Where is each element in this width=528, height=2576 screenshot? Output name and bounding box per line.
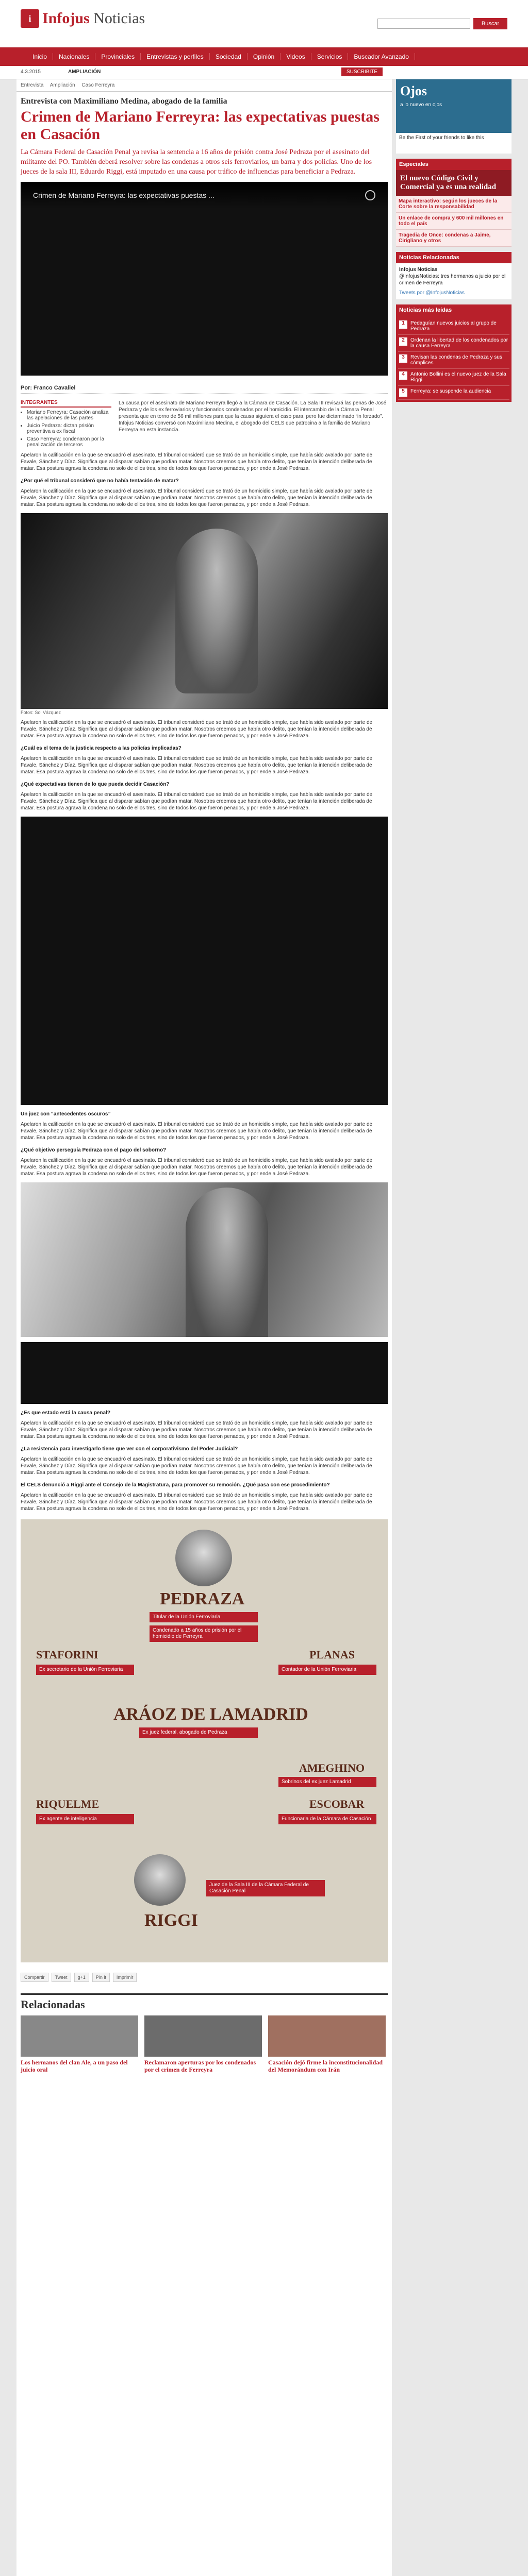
role-aroz: Ex juez federal, abogado de Pedraza xyxy=(139,1727,258,1738)
embedded-video-1[interactable] xyxy=(21,817,388,1105)
body-paragraph: Apelaron la calificación en la que se encuadró el asesinato. El tribunal consideró que se trató de un homicidio simple, que había sido avalado por parte de Favale, Sánchez y Díaz. Significa que al disparar sabían que podían matar. Nosotros creemos que había otro delito, que tenían la intención deliberada de matar. Esa postura agrava la condena no solo de ellos tres, sino de todos los que fueron penados, y por ende a José Pedraza. xyxy=(21,1493,373,1512)
name-riggi: RIGGI xyxy=(144,1911,198,1930)
most-read-item[interactable]: 3 Revisan las condenas de Pedraza y sus cómplices xyxy=(398,352,509,369)
related-box-title: INTEGRANTES xyxy=(21,400,111,408)
body-paragraph: Apelaron la calificación en la que se encuadró el asesinato. El tribunal consideró que se trató de un homicidio simple, que había sido avalado por parte de Favale, Sánchez y Díaz. Significa que al disparar sabían que podían matar. Nosotros creemos que había otro delito, que tenían la intención deliberada de matar. Esa postura agrava la condena no solo de ellos tres, sino de todos los que fueron penados, y por ende a José Pedraza. xyxy=(21,1456,373,1476)
nav-item-4[interactable]: Sociedad xyxy=(210,53,248,60)
body-paragraph: Apelaron la calificación en la que se encuadró el asesinato. El tribunal consideró que se trató de un homicidio simple, que había sido avalado por parte de Favale, Sánchez y Díaz. Significa que al disparar sabían que podían matar. Nosotros creemos que había otro delito, que tenían la intención deliberada de matar. Esa postura agrava la condena no solo de ellos tres, sino de todos los que fueron penados, y por ende a José Pedraza. xyxy=(21,756,373,775)
related-thumb[interactable] xyxy=(21,2015,138,2057)
related-item[interactable] xyxy=(144,2015,262,2073)
most-read-item[interactable]: 2 Ordenan la libertad de los condenados por la causa Ferreyra xyxy=(398,335,509,352)
twitter-account[interactable]: Infojus Noticias xyxy=(399,267,438,273)
crumb-1[interactable]: Ampliación xyxy=(50,82,75,88)
nav-item-8[interactable]: Buscador Avanzado xyxy=(348,53,415,60)
role-staforini: Ex secretario de la Unión Ferroviaria xyxy=(36,1665,134,1675)
sub-nav xyxy=(0,66,528,79)
role-riggi: Juez de la Sala III de la Cámara Federal de Casación Penal xyxy=(206,1880,325,1896)
logo-text: Infojus Noticias xyxy=(42,10,145,27)
nav-item-0[interactable]: Inicio xyxy=(27,53,53,60)
special-link[interactable]: Un enlace de compra y 600 mil millones en todo el país xyxy=(396,213,512,230)
role-riquelme: Ex agente de inteligencia xyxy=(36,1814,134,1824)
question: Un juez con “antecedentes oscuros” xyxy=(21,1111,111,1117)
related-item[interactable] xyxy=(21,2015,138,2073)
sidebar-ad[interactable] xyxy=(396,79,512,133)
role-planas: Contador de la Unión Ferroviaria xyxy=(278,1665,376,1675)
related-headline[interactable]: Reclamaron aperturas por los condenados por el crimen de Ferreyra xyxy=(144,2059,256,2073)
crumb-0[interactable]: Entrevista xyxy=(21,82,44,88)
body-paragraph: Apelaron la calificación en la que se encuadró el asesinato. El tribunal consideró que se trató de un homicidio simple, que había sido avalado por parte de Favale, Sánchez y Díaz. Significa que al disparar sabían que podían matar. Nosotros creemos que había otro delito, que tenían la intención deliberada de matar. Esa postura agrava la condena no solo de ellos tres, sino de todos los que fueron penados, y por ende a José Pedraza. xyxy=(21,720,373,739)
most-read-heading: Noticias más leídas xyxy=(396,304,512,316)
related-thumb[interactable] xyxy=(144,2015,262,2057)
name-planas: PLANAS xyxy=(309,1648,355,1661)
article-lead: La Cámara Federal de Casación Penal ya revisa la sentencia a 16 años de prisión contra José Pedraza por el asesinato del militante del PO. También deberá resolver sobre las condenas a otros seis ferroviarios, un barra y dos policías. Uno de los jueces de la sala III, Eduardo Riggi, está imputado en una causa por tráfico de influencias para beneficiar a Pedraza. xyxy=(21,148,372,176)
special-link[interactable]: Mapa interactivo: según los jueces de la Corte sobre la responsabilidad xyxy=(396,196,512,213)
question: ¿Cuál es el tema de la justicia respecto a las policías implicadas? xyxy=(21,745,182,751)
intro-text: La causa por el asesinato de Mariano Ferreyra llegó a la Cámara de Casación. La Sala III revisará las penas de José Pedraza y de los ex ferroviarios y funcionarios condenados por el homicidio. El intercambio de la Cámara Penal presenta que en torno de 56 mil millones para que la causa siguiera el caso para, pero fue dictaminado “in forzado”. Infojus Noticias conversó con Maximiliano Medina, el abogado del CELS que patrocina a la familia de Mariano Ferreyra en esta instancia. xyxy=(119,400,387,433)
face-pedraza xyxy=(175,1530,232,1586)
share-pinterest-button[interactable]: Pin it xyxy=(92,1973,110,1982)
article xyxy=(16,92,392,2078)
search-button[interactable]: Buscar xyxy=(473,18,507,29)
search-input[interactable] xyxy=(377,19,470,29)
ad-title: Ojos xyxy=(400,83,427,98)
related-title: Relacionadas xyxy=(21,1998,85,2011)
twitter-widget xyxy=(396,263,512,299)
related-box xyxy=(21,400,111,448)
question: ¿Qué objetivo perseguía Pedraza con el pago del soborno? xyxy=(21,1147,167,1153)
related-headline[interactable]: Los hermanos del clan Ale, a un paso del juicio oral xyxy=(21,2059,128,2073)
photo-medina-2 xyxy=(21,1182,388,1337)
video-title[interactable]: Crimen de Mariano Ferreyra: las expectativas puestas ... xyxy=(33,191,214,199)
share-facebook-button[interactable]: Compartir xyxy=(21,1973,48,1982)
name-ameghino: AMEGHINO xyxy=(299,1761,365,1774)
article-kicker: Entrevista con Maximiliano Medina, abogado de la familia xyxy=(21,97,227,106)
related-headline[interactable]: Casación dejó firme la inconstitucionalidad del Memorándum con Irán xyxy=(268,2059,383,2073)
question: ¿Es que estado está la causa penal? xyxy=(21,1410,110,1416)
name-staforini: STAFORINI xyxy=(36,1648,98,1661)
name-pedraza: PEDRAZA xyxy=(160,1589,245,1608)
photo-medina xyxy=(21,513,388,709)
nav-item-5[interactable]: Opinión xyxy=(248,53,280,60)
body-paragraph: Apelaron la calificación en la que se encuadró el asesinato. El tribunal consideró que se trató de un homicidio simple, que había sido avalado por parte de Favale, Sánchez y Díaz. Significa que al disparar sabían que podían matar. Nosotros creemos que había otro delito, que tenían la intención deliberada de matar. Esa postura agrava la condena no solo de ellos tres, sino de todos los que fueron penados, y por ende a José Pedraza. xyxy=(21,792,373,811)
note-pedraza: Condenado a 15 años de prisión por el homicidio de Ferreyra xyxy=(150,1625,258,1642)
main-nav xyxy=(0,47,528,66)
share-gplus-button[interactable]: g+1 xyxy=(74,1973,89,1982)
intro-columns xyxy=(21,400,388,448)
body-paragraph: Apelaron la calificación en la que se encuadró el asesinato. El tribunal consideró que se trató de un homicidio simple, que había sido avalado por parte de Favale, Sánchez y Díaz. Significa que al disparar sabían que podían matar. Nosotros creemos que había otro delito, que tenían la intención deliberada de matar. Esa postura agrava la condena no solo de ellos tres, sino de todos los que fueron penados, y por ende a José Pedraza. xyxy=(21,1420,373,1439)
related-item[interactable] xyxy=(268,2015,386,2073)
infographic xyxy=(21,1519,388,1962)
special-feature[interactable] xyxy=(396,170,512,196)
question: El CELS denunció a Riggi ante el Consejo de la Magistratura, para promover su remoción. ¿Qué pasa con ese procedimiento? xyxy=(21,1482,330,1488)
most-read-item[interactable]: 1 Pedaguían nuevos juicios al grupo de Pedraza xyxy=(398,318,509,335)
role-pedraza: Titular de la Unión Ferroviaria xyxy=(150,1612,258,1622)
section-label: AMPLIACIÓN xyxy=(68,69,101,75)
related-section xyxy=(21,1993,388,2073)
share-icon[interactable] xyxy=(365,190,375,200)
date-label: 4.3.2015 xyxy=(21,69,41,75)
subscribe-button[interactable]: SUSCRIBITE xyxy=(341,67,383,76)
article-title: Crimen de Mariano Ferreyra: las expectativas puestas en Casación xyxy=(21,108,380,143)
related-box-item[interactable]: • Juicio Pedraza: dictan prisión preventiva a ex fiscal xyxy=(27,423,111,434)
question: ¿Por qué el tribunal consideró que no había tentación de matar? xyxy=(21,478,179,484)
name-riquelme: RIQUELME xyxy=(36,1798,100,1810)
main-content xyxy=(16,79,392,2576)
nav-item-3[interactable]: Entrevistas y perfiles xyxy=(141,53,210,60)
question: ¿La resistencia para investigarlo tiene que ver con el corporativismo del Poder Judicial? xyxy=(21,1446,238,1452)
tweets-link[interactable]: Tweets por @InfojusNoticias xyxy=(399,290,465,296)
tweet-text: @InfojusNoticias: tres hermanos a juicio por el crimen de Ferreyra xyxy=(399,274,506,286)
face-riggi xyxy=(134,1854,186,1906)
byline: Por: Franco Cavaliel xyxy=(21,383,388,394)
nav-item-7[interactable]: Servicios xyxy=(311,53,349,60)
special-feature-title[interactable]: El nuevo Código Civil y Comercial ya es una realidad xyxy=(400,174,497,191)
related-thumb[interactable] xyxy=(268,2015,386,2057)
share-bar xyxy=(21,1970,388,1985)
share-twitter-button[interactable]: Tweet xyxy=(52,1973,71,1982)
name-aroz: ARÁOZ DE LAMADRID xyxy=(113,1705,308,1724)
related-box-item[interactable]: • Caso Ferreyra: condenaron por la penalización de terceros xyxy=(27,436,111,448)
embedded-video-2[interactable] xyxy=(21,1342,388,1404)
nav-item-6[interactable]: Videos xyxy=(280,53,311,60)
question: ¿Qué expectativas tienen de lo que pueda decidir Casación? xyxy=(21,782,170,787)
ad-subtitle: a lo nuevo en ojos xyxy=(400,102,442,108)
most-read-list xyxy=(396,316,512,402)
specials-heading: Especiales xyxy=(396,159,512,170)
facebook-like-box[interactable]: Be the First of your friends to like this xyxy=(396,133,512,154)
photo-caption: Fotos: Sol Vázquez xyxy=(21,710,61,715)
body-paragraph: Apelaron la calificación en la que se encuadró el asesinato. El tribunal consideró que se trató de un homicidio simple, que había sido avalado por parte de Favale, Sánchez y Díaz. Significa que al disparar sabían que podían matar. Nosotros creemos que había otro delito, que tenían la intención deliberada de matar. Esa postura agrava la condena no solo de ellos tres, sino de todos los que fueron penados, y por ende a José Pedraza. xyxy=(21,488,373,507)
most-read-item[interactable]: 4 Antonio Bollini es el nuevo juez de la Sala Riggi xyxy=(398,369,509,386)
video-player[interactable] xyxy=(21,182,388,376)
role-ameghino: Sobrinos del ex juez Lamadrid xyxy=(278,1777,376,1787)
body-paragraph: Apelaron la calificación en la que se encuadró el asesinato. El tribunal consideró que se trató de un homicidio simple, que había sido avalado por parte de Favale, Sánchez y Díaz. Significa que al disparar sabían que podían matar. Nosotros creemos que había otro delito, que tenían la intención deliberada de matar. Esa postura agrava la condena no solo de ellos tres, sino de todos los que fueron penados, y por ende a José Pedraza. xyxy=(21,1122,373,1141)
nav-item-2[interactable]: Provinciales xyxy=(95,53,141,60)
role-escobar: Funcionaria de la Cámara de Casación xyxy=(278,1814,376,1824)
most-read-item[interactable]: 5 Ferreyra: se suspende la audiencia xyxy=(398,386,509,400)
sidebar xyxy=(396,79,512,402)
crumb-2[interactable]: Caso Ferreyra xyxy=(81,82,115,88)
print-button[interactable]: Imprimir xyxy=(113,1973,137,1982)
name-escobar: ESCOBAR xyxy=(309,1798,365,1810)
body-paragraph: Apelaron la calificación en la que se encuadró el asesinato. El tribunal consideró que se trató de un homicidio simple, que había sido avalado por parte de Favale, Sánchez y Díaz. Significa que al disparar sabían que podían matar. Nosotros creemos que había otro delito, que tenían la intención deliberada de matar. Esa postura agrava la condena no solo de ellos tres, sino de todos los que fueron penados, y por ende a José Pedraza. xyxy=(21,452,373,471)
site-logo[interactable] xyxy=(21,9,145,28)
site-header xyxy=(0,0,528,47)
related-news-heading: Noticias Relacionadas xyxy=(396,252,512,263)
logo-mark: i xyxy=(21,9,39,28)
breadcrumb xyxy=(16,79,392,92)
body-paragraph: Apelaron la calificación en la que se encuadró el asesinato. El tribunal consideró que se trató de un homicidio simple, que había sido avalado por parte de Favale, Sánchez y Díaz. Significa que al disparar sabían que podían matar. Nosotros creemos que había otro delito, que tenían la intención deliberada de matar. Esa postura agrava la condena no solo de ellos tres, sino de todos los que fueron penados, y por ende a José Pedraza. xyxy=(21,1158,373,1177)
special-link[interactable]: Tragedia de Once: condenas a Jaime, Cirigliano y otros xyxy=(396,230,512,247)
related-box-item[interactable]: • Mariano Ferreyra: Casación analiza las apelaciones de las partes xyxy=(27,410,111,421)
nav-item-1[interactable]: Nacionales xyxy=(53,53,95,60)
